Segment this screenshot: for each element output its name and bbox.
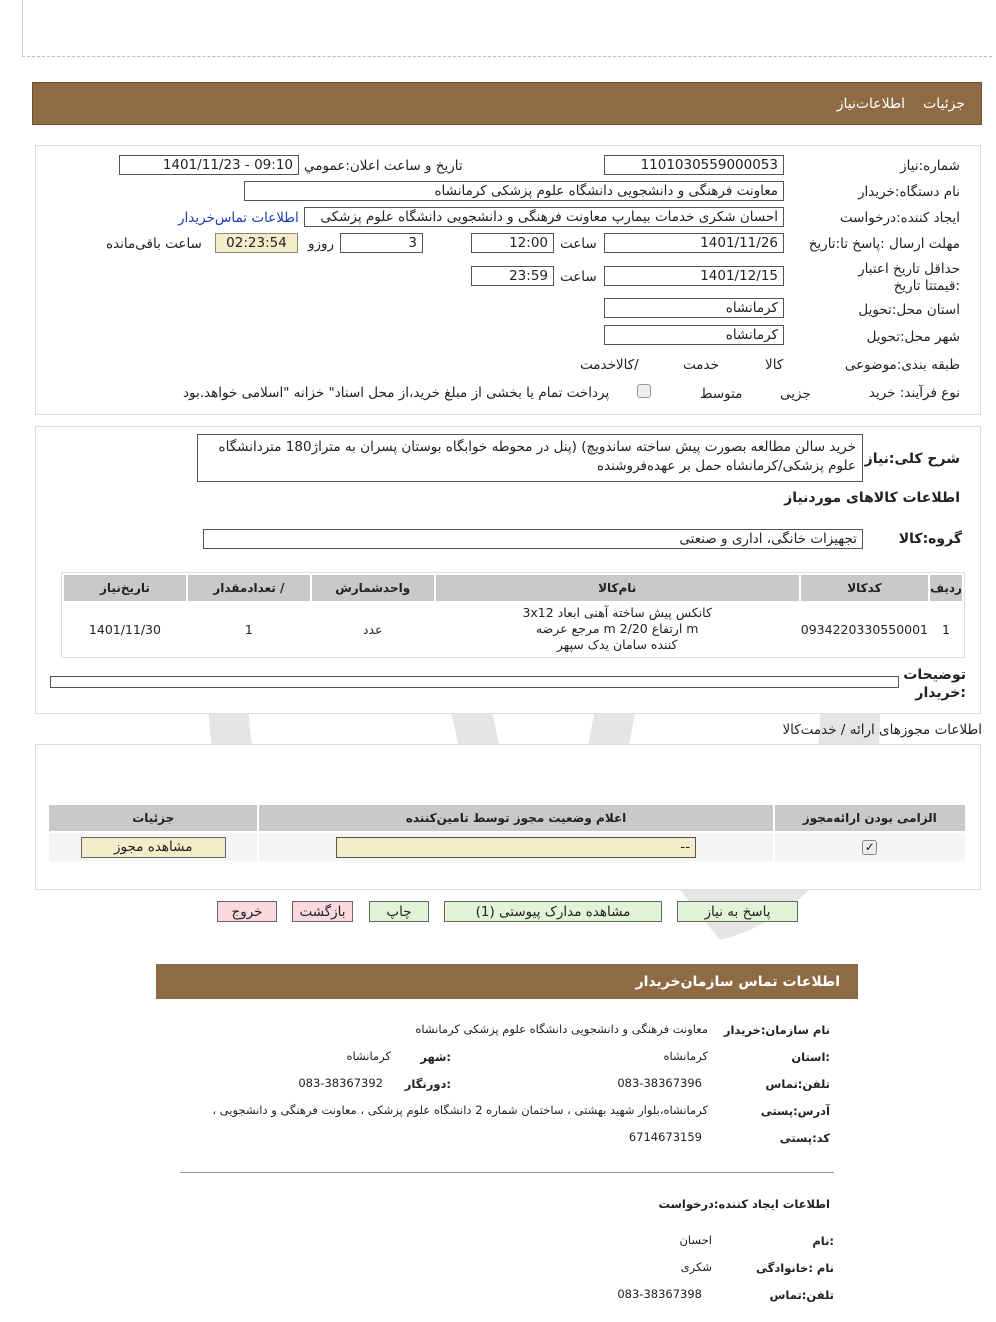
row-number: 1 bbox=[942, 621, 950, 637]
contact-org-value: معاونت فرهنگی و دانشجویی دانشگاه علوم پزشکی کرمانشاه bbox=[415, 1022, 708, 1036]
creator-name-label: :نام bbox=[812, 1234, 834, 1248]
treasury-payment-checkbox[interactable] bbox=[637, 384, 651, 398]
validity-date-field: 1401/12/15 bbox=[604, 266, 784, 286]
province-field: کرمانشاه bbox=[604, 298, 784, 318]
creator-label: ایجاد کننده:درخواست bbox=[839, 210, 960, 226]
contact-postal-label: کد:پستی bbox=[779, 1131, 830, 1145]
announce-label: تاریخ و ساعت اعلان:عمومي bbox=[304, 158, 463, 174]
contact-phone-label: تلفن:تماس bbox=[765, 1077, 830, 1091]
contact-address-label: آدرس:پستی bbox=[760, 1104, 830, 1118]
col-unit: واحدشمارش bbox=[312, 575, 434, 601]
creator-name-value: احسان bbox=[679, 1233, 712, 1247]
days-label: روزو bbox=[308, 236, 335, 252]
back-button[interactable]: بازگشت bbox=[292, 901, 353, 922]
deadline-time-field: 12:00 bbox=[471, 233, 554, 253]
row-name bbox=[436, 603, 799, 655]
permit-required-checkbox[interactable]: ✓ bbox=[862, 840, 877, 855]
days-field: 3 bbox=[340, 233, 423, 253]
contact-province-label: :استان bbox=[791, 1050, 830, 1064]
creator-section-title: اطلاعات ایجاد کننده:درخواست bbox=[658, 1197, 830, 1211]
row-qty: 1 bbox=[244, 621, 253, 637]
col-row: ردیف bbox=[930, 575, 962, 601]
city-field: کرمانشاه bbox=[604, 325, 784, 345]
row-unit: عدد bbox=[362, 621, 383, 637]
process-label: نوع فرآیند: خرید bbox=[868, 385, 960, 401]
validity-time-field: 23:59 bbox=[471, 266, 554, 286]
contact-city-label: :شهر bbox=[420, 1050, 451, 1064]
exit-button[interactable]: خروج bbox=[217, 901, 277, 922]
table-row bbox=[49, 833, 965, 861]
creator-phone-label: تلفن:تماس bbox=[769, 1288, 834, 1302]
category-option-goods-service: /کالاخدمت bbox=[580, 357, 639, 373]
page-header-bar bbox=[32, 82, 982, 125]
contact-phone-value: 083-38367396 bbox=[617, 1076, 702, 1090]
reply-button[interactable]: پاسخ به نیاز bbox=[677, 901, 798, 922]
goods-group-label: گروه:کالا bbox=[898, 531, 962, 547]
row-date: 1401/11/30 bbox=[88, 621, 161, 637]
col-permit-details: جزئیات bbox=[49, 805, 257, 831]
permits-table bbox=[47, 803, 967, 863]
print-button[interactable]: چاپ bbox=[369, 901, 429, 922]
row-name-line1: کانکس پیش ساخته آهنی ابعاد 3x12 bbox=[522, 605, 712, 620]
category-option-service: خدمت bbox=[683, 357, 719, 373]
creator-family-label: نام :خانوادگی bbox=[756, 1261, 834, 1275]
permits-table-wrap bbox=[47, 803, 967, 863]
top-divider-vertical bbox=[22, 0, 23, 56]
col-name: نام‌کالا bbox=[436, 575, 799, 601]
table-row bbox=[64, 603, 962, 655]
creator-field: احسان شکری خدمات بیمارپ معاونت فرهنگی و دانشجویی دانشگاه علوم پزشکی bbox=[304, 207, 784, 227]
validity-hour-label: ساعت bbox=[560, 269, 597, 285]
goods-section-title: اطلاعات کالاهای موردنیاز bbox=[784, 490, 960, 506]
goods-group-field: تجهیزات خانگی، اداری و صنعتی bbox=[203, 529, 863, 549]
col-permit-status: اعلام وضعیت مجوز توسط تامین‌کننده bbox=[259, 805, 772, 831]
permit-status-field[interactable]: -- bbox=[336, 837, 696, 858]
deadline-date-field: 1401/11/26 bbox=[604, 233, 784, 253]
treasury-payment-note: پرداخت تمام یا بخشی از مبلغ خرید،از محل اسناد" خزانه "اسلامی خواهد.بود bbox=[183, 385, 610, 401]
deadline-hour-label: ساعت bbox=[560, 236, 597, 252]
contact-city-value: کرمانشاه bbox=[346, 1049, 391, 1063]
buyer-notes-box bbox=[50, 676, 899, 688]
contact-fax-label: :دورنگار bbox=[404, 1077, 451, 1091]
col-date: تاریخ‌نیاز bbox=[64, 575, 186, 601]
tab-details[interactable]: جزئیات bbox=[923, 95, 965, 112]
contact-section-header: اطلاعات تماس سازمان‌خریدار bbox=[156, 964, 858, 999]
top-divider bbox=[22, 56, 992, 57]
buyer-org-field: معاونت فرهنگی و دانشجویی دانشگاه علوم پزشکی کرمانشاه bbox=[244, 181, 784, 201]
remaining-timer: 02:23:54 bbox=[215, 233, 298, 253]
col-code: کدکالا bbox=[801, 575, 928, 601]
row-name-line3: کننده سامان یدک سپهر bbox=[556, 637, 678, 652]
buyer-notes-label: توضیحات :خریدار bbox=[903, 667, 966, 701]
process-option-partial: جزیی bbox=[780, 386, 811, 402]
contact-postal-value: 6714673159 bbox=[628, 1130, 702, 1144]
description-box: خرید سالن مطالعه بصورت پیش ساخته ساندویچ) (پنل در محوطه خوابگاه بوستان پسران به متراژ180 متردانشگاه علوم پزشکی/کرمانشاه حمل بر عهده‌فروشنده bbox=[197, 434, 863, 482]
row-name-line2: m ارتفاع 2/20 m مرجع عرضه bbox=[535, 621, 699, 636]
city-label: شهر محل:تحویل bbox=[866, 329, 960, 345]
buyer-org-label: نام دستگاه:خریدار bbox=[857, 184, 960, 200]
buyer-contact-link[interactable]: اطلاعات تماس‌خریدار bbox=[178, 210, 299, 226]
col-permit-required: الزامی بودن ارائه‌مجوز bbox=[775, 805, 965, 831]
goods-table-wrap bbox=[61, 572, 965, 658]
contact-org-label: نام سازمان:خریدار bbox=[723, 1023, 830, 1037]
remaining-label: ساعت باقی‌مانده bbox=[106, 236, 202, 252]
contact-address-value: کرمانشاه،بلوار شهید بهشتی ، ساختمان شماره 2 دانشگاه علوم پزشکی ، معاونت فرهنگی و دانشجویی ، bbox=[212, 1103, 708, 1117]
attachments-button[interactable]: مشاهده مدارک پیوستی (1) bbox=[444, 901, 662, 922]
announce-field: 1401/11/23 - 09:10 bbox=[119, 155, 299, 175]
need-number-label: شماره:نیاز bbox=[900, 158, 960, 174]
goods-table bbox=[62, 573, 964, 657]
row-code: 0934220330550001 bbox=[800, 621, 929, 637]
process-option-medium: متوسط bbox=[700, 386, 743, 402]
view-permit-button[interactable]: مشاهده مجوز bbox=[81, 837, 226, 858]
contact-divider bbox=[180, 1172, 834, 1173]
contact-province-value: کرمانشاه bbox=[663, 1049, 708, 1063]
contact-fax-value: 083-38367392 bbox=[298, 1076, 383, 1090]
deadline-label: مهلت ارسال :پاسخ تا:تاریخ bbox=[808, 236, 960, 252]
creator-phone-value: 083-38367398 bbox=[617, 1287, 702, 1301]
province-label: استان محل:تحویل bbox=[858, 302, 960, 318]
validity-label: حداقل تاریخ اعتبار :قیمتتا تاریخ bbox=[858, 261, 960, 294]
tab-need-info[interactable]: اطلاعات‌نیاز bbox=[836, 95, 906, 112]
col-qty: / تعدادمقدار bbox=[188, 575, 310, 601]
category-option-goods: کالا bbox=[765, 357, 784, 373]
creator-family-value: شکری bbox=[680, 1260, 712, 1274]
need-number-field: 1101030559000053 bbox=[604, 155, 784, 175]
category-label: طبقه بندی:موضوعی bbox=[844, 357, 960, 373]
permits-title: اطلاعات مجوزهای ارائه / خدمت‌کالا bbox=[782, 722, 982, 738]
description-label: شرح کلی:نیاز bbox=[864, 451, 960, 467]
